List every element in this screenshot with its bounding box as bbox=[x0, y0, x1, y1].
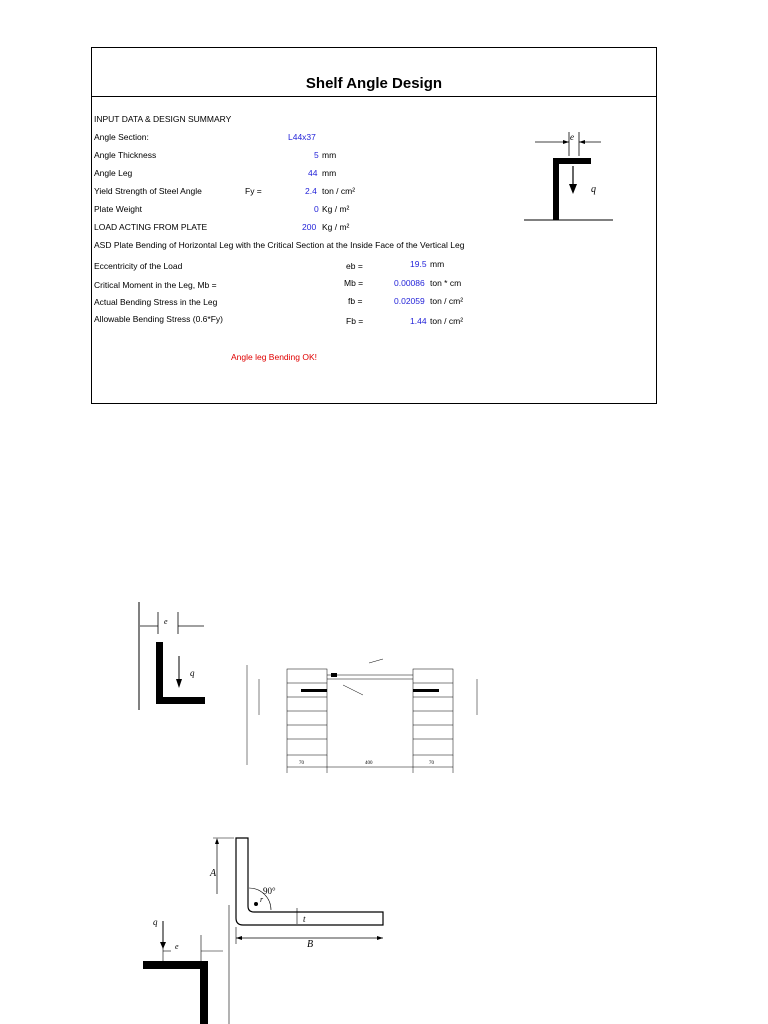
detail-dim-mid: 400 bbox=[365, 761, 373, 766]
result-label-moment: Critical Moment in the Leg, Mb = bbox=[94, 280, 217, 290]
result-unit-actual-stress: ton / cm² bbox=[430, 296, 464, 306]
detail-dim-right: 70 bbox=[429, 761, 434, 766]
result-value-moment: 0.00086 bbox=[394, 278, 425, 288]
sketch-e-label: e bbox=[570, 132, 574, 142]
result-unit-eccentricity: mm bbox=[430, 259, 445, 269]
result-unit-allowable-stress: ton / cm² bbox=[430, 316, 464, 326]
angle-label-t: t bbox=[303, 914, 306, 924]
input-value-yield: 2.4 bbox=[305, 186, 317, 196]
bottom-sketch-q-label: q bbox=[153, 917, 158, 927]
input-unit-leg: mm bbox=[322, 168, 337, 178]
input-label-plate-weight: Plate Weight bbox=[94, 204, 143, 214]
angle-label-90: 90° bbox=[263, 886, 276, 896]
input-value-leg: 44 bbox=[308, 168, 318, 178]
result-symbol-actual-stress: fb = bbox=[348, 296, 363, 306]
shelf-angle-sheet bbox=[91, 47, 657, 404]
input-unit-load: Kg / m² bbox=[322, 222, 350, 232]
input-value-load: 200 bbox=[302, 222, 317, 232]
result-label-eccentricity: Eccentricity of the Load bbox=[94, 261, 183, 271]
shelf-detail-drawing bbox=[243, 655, 485, 775]
input-value-plate-weight: 0 bbox=[314, 204, 319, 214]
status-message: Angle leg Bending OK! bbox=[231, 352, 318, 362]
input-unit-plate-weight: Kg / m² bbox=[322, 204, 350, 214]
result-symbol-eccentricity: eb = bbox=[346, 261, 363, 271]
result-value-allowable-stress: 1.44 bbox=[410, 316, 427, 326]
input-symbol-yield: Fy = bbox=[245, 186, 262, 196]
left-sketch-e-label: e bbox=[164, 617, 168, 626]
input-label-leg: Angle Leg bbox=[94, 168, 133, 178]
detail-dim-left: 70 bbox=[299, 761, 304, 766]
result-value-eccentricity: 19.5 bbox=[410, 259, 427, 269]
title-divider bbox=[92, 96, 656, 97]
angle-eccentricity-sketch bbox=[523, 130, 623, 228]
input-value-thickness: 5 bbox=[314, 150, 319, 160]
result-symbol-allowable-stress: Fb = bbox=[346, 316, 364, 326]
input-label-load: LOAD ACTING FROM PLATE bbox=[94, 222, 208, 232]
input-unit-yield: ton / cm² bbox=[322, 186, 356, 196]
sketch-q-label: q bbox=[591, 184, 596, 195]
angle-sketch-left bbox=[130, 598, 220, 713]
input-label-yield: Yield Strength of Steel Angle bbox=[94, 186, 202, 196]
angle-label-r: r bbox=[260, 895, 264, 904]
input-unit-thickness: mm bbox=[322, 150, 337, 160]
asd-heading: ASD Plate Bending of Horizontal Leg with the Critical Section at the Inside Face of the Vertical Leg bbox=[94, 240, 465, 250]
angle-label-A: A bbox=[210, 868, 217, 879]
result-label-allowable-stress: Allowable Bending Stress (0.6*Fy) bbox=[94, 314, 223, 324]
angle-label-B: B bbox=[307, 939, 314, 947]
result-value-actual-stress: 0.02059 bbox=[394, 296, 425, 306]
input-label-thickness: Angle Thickness bbox=[94, 150, 157, 160]
left-sketch-q-label: q bbox=[190, 668, 195, 678]
input-value-angle-section: L44x37 bbox=[288, 132, 316, 142]
input-label-angle-section: Angle Section: bbox=[94, 132, 149, 142]
angle-sketch-bottom bbox=[137, 905, 237, 1024]
bottom-sketch-e-label: e bbox=[175, 942, 179, 951]
result-unit-moment: ton * cm bbox=[430, 278, 462, 288]
result-symbol-moment: Mb = bbox=[344, 278, 364, 288]
page-title: Shelf Angle Design bbox=[305, 75, 443, 92]
result-label-actual-stress: Actual Bending Stress in the Leg bbox=[94, 297, 218, 307]
input-heading: INPUT DATA & DESIGN SUMMARY bbox=[94, 114, 232, 124]
